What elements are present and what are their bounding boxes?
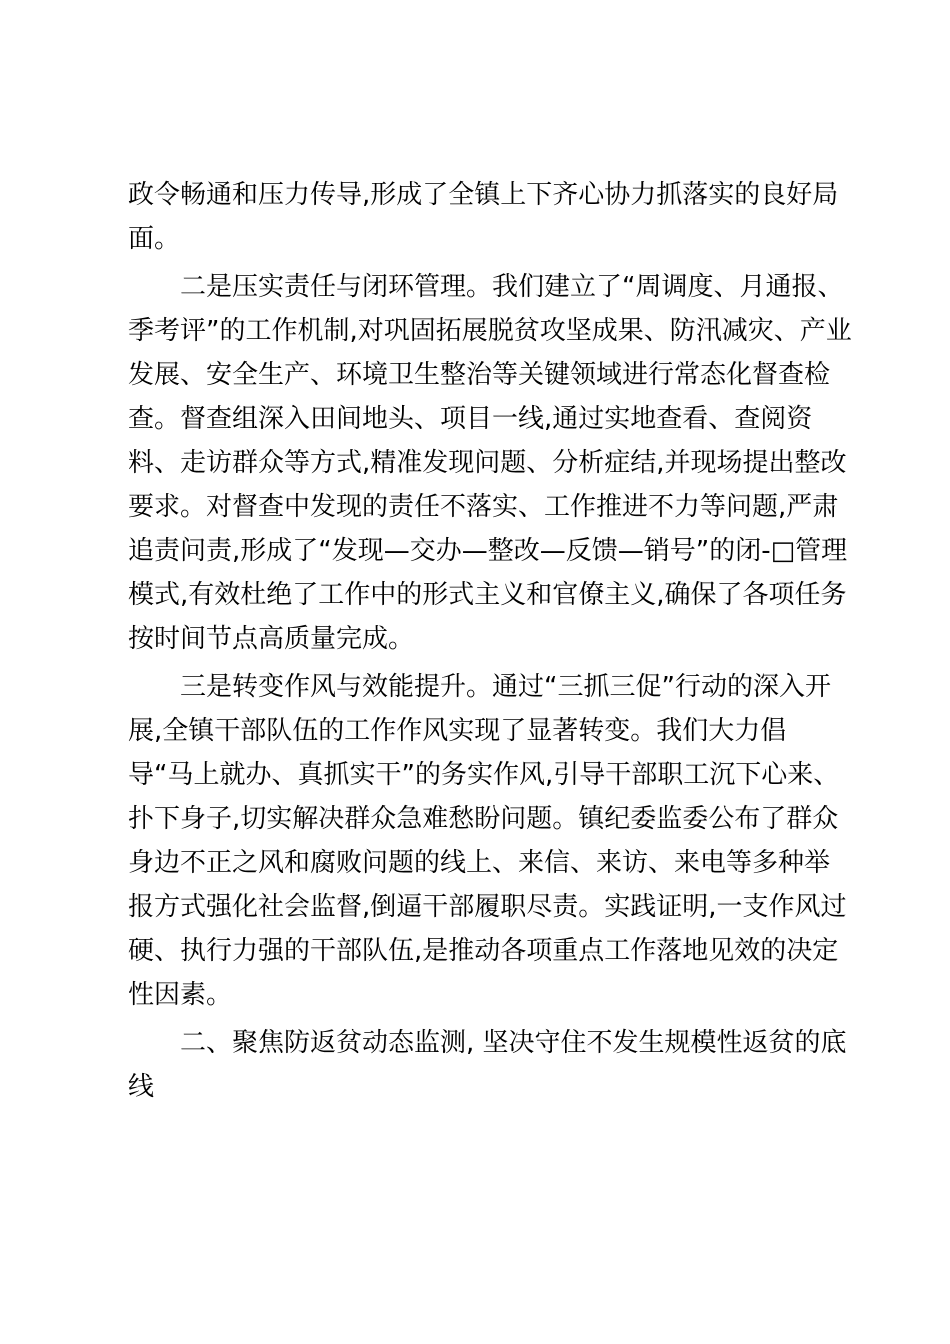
section-heading-continuation: 线 xyxy=(128,1072,155,1102)
section-heading: 二、聚焦防返贫动态监测, 坚决守住不发生规模性返贫的底 xyxy=(180,1028,847,1058)
text-line: 扑下身子,切实解决群众急难愁盼问题。镇纪委监委公布了群众 xyxy=(128,804,839,834)
paragraph-first-line: 二是压实责任与闭环管理。我们建立了“周调度、月通报、 xyxy=(180,272,844,302)
text-line: 政令畅通和压力传导,形成了全镇上下齐心协力抓落实的良好局 xyxy=(128,180,839,210)
text-line: 模式,有效杜绝了工作中的形式主义和官僚主义,确保了各项任务 xyxy=(128,580,847,610)
text-line: 查。督查组深入田间地头、项目一线,通过实地查看、查阅资 xyxy=(128,404,813,434)
text-line: 报方式强化社会监督,倒逼干部履职尽责。实践证明,一支作风过 xyxy=(128,892,847,922)
paragraph-first-line: 三是转变作风与效能提升。通过“三抓三促”行动的深入开 xyxy=(180,672,831,702)
text-line: 硬、执行力强的干部队伍,是推动各项重点工作落地见效的决定 xyxy=(128,936,839,966)
text-line: 季考评”的工作机制,对巩固拓展脱贫攻坚成果、防汛减灾、产业 xyxy=(128,316,852,346)
text-line: 按时间节点高质量完成。 xyxy=(128,624,415,654)
text-line: 面。 xyxy=(128,224,181,254)
text-line: 追责问责,形成了“发现—交办—整改—反馈—销号”的闭-□管理 xyxy=(128,536,848,566)
text-line: 发展、安全生产、环境卫生整治等关键领域进行常态化督查检 xyxy=(128,360,831,390)
text-line: 身边不正之风和腐败问题的线上、来信、来访、来电等多种举 xyxy=(128,848,831,878)
text-line: 导“马上就办、真抓实干”的务实作风,引导干部职工沉下心来、 xyxy=(128,760,840,790)
text-line: 展,全镇干部队伍的工作作风实现了显著转变。我们大力倡 xyxy=(128,716,787,746)
text-line: 料、走访群众等方式,精准发现问题、分析症结,并现场提出整改 xyxy=(128,448,847,478)
text-line: 性因素。 xyxy=(128,980,233,1010)
text-line: 要求。对督查中发现的责任不落实、工作推进不力等问题,严肃 xyxy=(128,492,839,522)
